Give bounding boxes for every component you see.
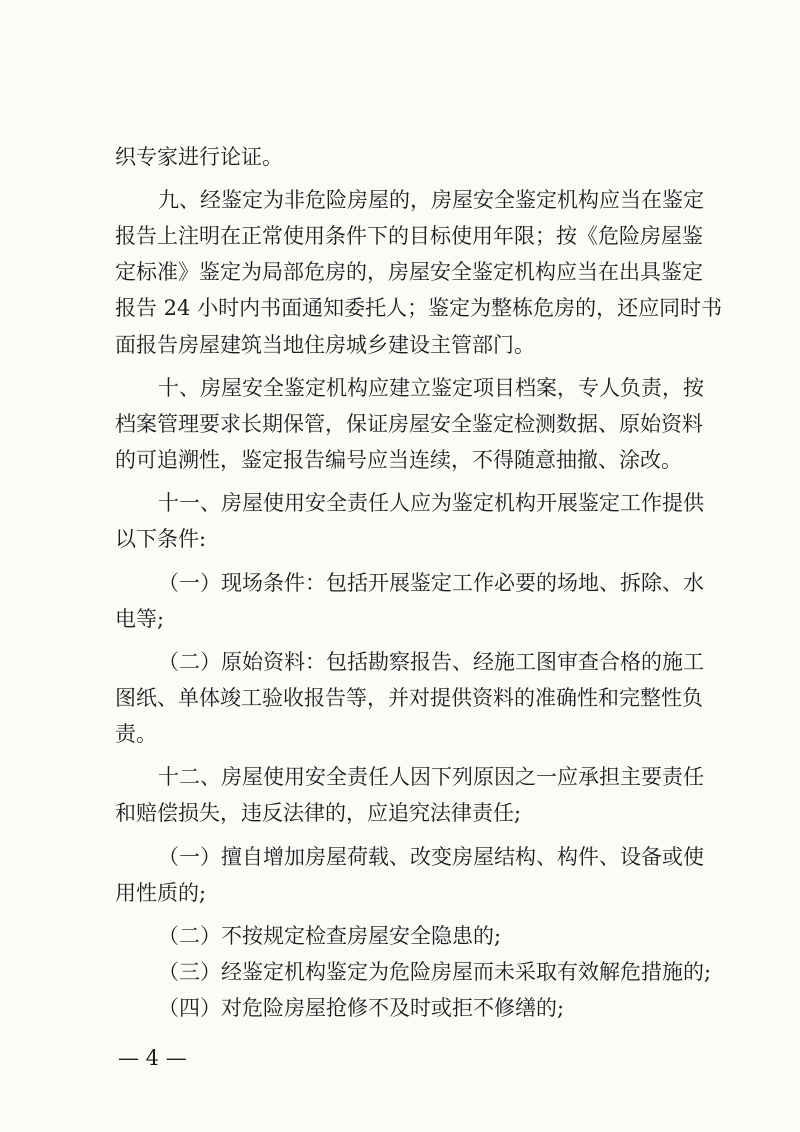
text-line: 责。 [115,722,157,746]
text-line: 的可追溯性，鉴定报告编号应当连续，不得随意抽撤、涂改。 [115,448,682,472]
text-line: 用性质的; [115,881,207,905]
text-line: （二）原始资料：包括勘察报告、经施工图审查合格的施工 [158,650,704,674]
text-line: 面报告房屋建筑当地住房城乡建设主管部门。 [115,333,535,357]
text-line: 十一、房屋使用安全责任人应为鉴定机构开展鉴定工作提供 [158,491,704,515]
text-line: （一）现场条件：包括开展鉴定工作必要的场地、拆除、水 [158,571,704,595]
text-line: 档案管理要求长期保管，保证房屋安全鉴定检测数据、原始资料 [115,412,703,436]
text-line: 织专家进行论证。 [115,145,283,169]
text-line: （三）经鉴定机构鉴定为危险房屋而未采取有效解危措施的; [158,960,712,984]
text-line: 电等; [115,607,165,631]
text-line: 图纸、单体竣工验收报告等，并对提供资料的准确性和完整性负 [115,686,703,710]
text-line: 以下条件: [115,527,207,551]
text-line: 报告 24 小时内书面通知委托人；鉴定为整栋危房的，还应同时书 [115,296,723,320]
text-line: 九、经鉴定为非危险房屋的，房屋安全鉴定机构应当在鉴定 [158,188,704,212]
text-line: 十二、房屋使用安全责任人因下列原因之一应承担主要责任 [158,765,704,789]
text-line: 报告上注明在正常使用条件下的目标使用年限；按《危险房屋鉴 [115,224,703,248]
text-line: （四）对危险房屋抢修不及时或拒不修缮的; [158,996,565,1020]
text-line: （二）不按规定检查房屋安全隐患的; [158,924,502,948]
text-line: 定标准》鉴定为局部危房的，房屋安全鉴定机构应当在出具鉴定 [115,260,703,284]
page-number: — 4 — [118,1046,187,1070]
text-line: （一）擅自增加房屋荷载、改变房屋结构、构件、设备或使 [158,845,704,869]
text-line: 十、房屋安全鉴定机构应建立鉴定项目档案，专人负责，按 [158,376,704,400]
text-line: 和赔偿损失，违反法律的，应追究法律责任; [115,801,522,825]
